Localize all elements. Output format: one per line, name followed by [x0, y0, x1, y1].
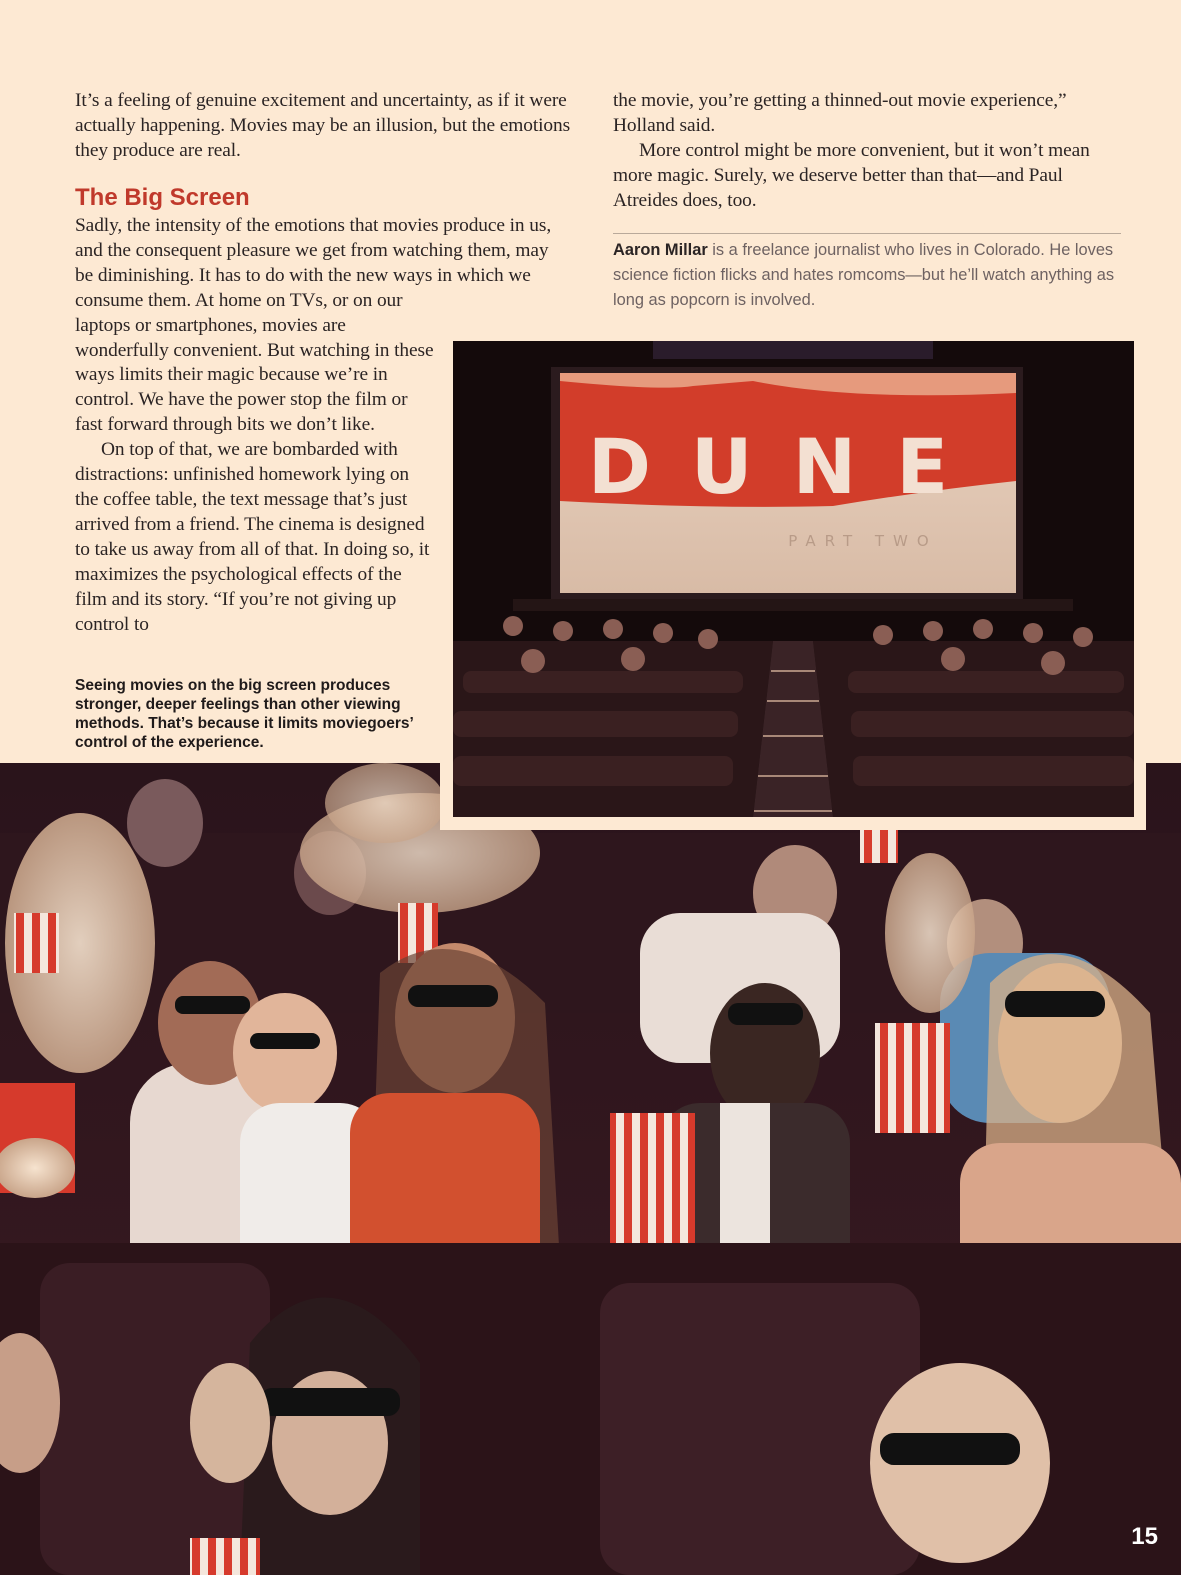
theater-photo [453, 341, 1134, 817]
author-name: Aaron Millar [613, 241, 708, 259]
dune-subtitle: PART TWO [788, 532, 938, 550]
intro-text: It’s a feeling of genuine excitement and uncertainty, as if it were actually happening. Movies may be an illusion, but the emotions they produce are real. [75, 90, 571, 161]
bio-divider [613, 233, 1121, 234]
audience-photo [0, 763, 1181, 1575]
dune-title: DUNE [587, 422, 989, 511]
right-column [613, 89, 1113, 214]
intro-paragraph [75, 89, 575, 164]
paragraph-distractions: On top of that, we are bombarded with distractions: unfinished homework lying on the coffee table, the text message that’s just arrived from a friend. The cinema is designed to take us away from all of that. In doing so, it maximizes the psychological effects of the film and its story. “If you’re not giving up control to [75, 439, 430, 635]
section-heading: The Big Screen [75, 184, 250, 211]
theater-illustration [453, 341, 1134, 817]
paragraph-narrow: laptops or smartphones, movies are wonderfully convenient. But watching in these ways limits their magic because we’re in control. We have the power stop the film or fast forward through bits we don’t like. [75, 314, 434, 436]
author-bio [613, 238, 1128, 313]
right-paragraph-1: the movie, you’re getting a thinned-out movie experience,” Holland said. [613, 90, 1067, 136]
paragraph-wide: Sadly, the intensity of the emotions that movies produce in us, and the consequent pleasure we get from watching them, may be diminishing. It has to do with the new ways in which we consume them. At home on TVs, or on our [75, 215, 552, 311]
page-number: 15 [1131, 1523, 1158, 1550]
author-bio-text: is a freelance journalist who lives in Colorado. He loves science fiction flicks and hates romcoms—but he’ll watch anything as long as popcorn is involved. [613, 241, 1115, 309]
audience-illustration [0, 763, 1181, 1575]
photo-caption: Seeing movies on the big screen produces stronger, deeper feelings than other viewing methods. That’s because it limits moviegoers’ control of the experience. [75, 677, 413, 751]
right-paragraph-2: More control might be more convenient, but it won’t mean more magic. Surely, we deserve better than that—and Paul Atreides does, too. [613, 139, 1090, 211]
